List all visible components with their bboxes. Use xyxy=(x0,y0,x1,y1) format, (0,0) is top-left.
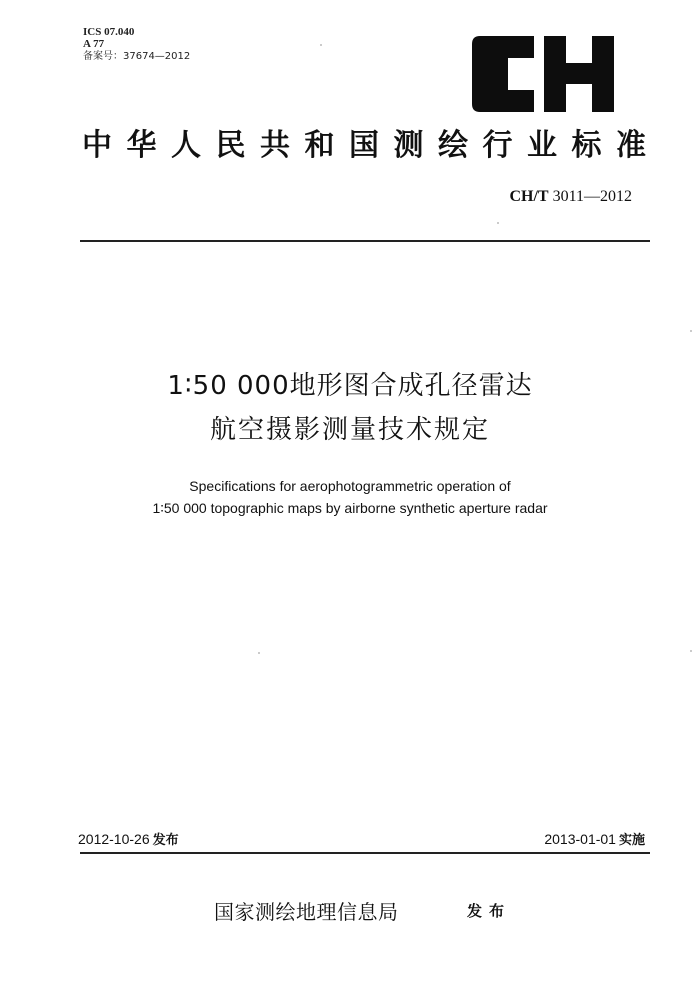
issue-date xyxy=(78,829,179,848)
effective-date-suffix: 实施 xyxy=(618,833,645,848)
top-divider xyxy=(80,240,650,242)
effective-date-value: 2013-01-01 xyxy=(544,831,616,847)
scan-speck xyxy=(258,652,260,654)
scan-speck xyxy=(690,330,692,332)
scan-speck xyxy=(497,222,499,224)
standard-prefix: CH/T xyxy=(509,188,549,205)
standard-number xyxy=(509,188,632,206)
ics-code: ICS 07.040 xyxy=(83,26,135,38)
scan-speck xyxy=(320,44,322,46)
scan-speck xyxy=(690,650,692,652)
issuer-name: 国家测绘地理信息局 xyxy=(214,900,399,924)
record-number: 备案号：37674—2012 xyxy=(83,51,191,62)
title-en-line1: Specifications for aerophotogrammetric operation of xyxy=(189,478,511,494)
classification-code: A 77 xyxy=(83,38,105,50)
title-zh-line2: 航空摄影测量技术规定 xyxy=(209,415,490,445)
bottom-divider xyxy=(80,852,650,854)
ch-logo xyxy=(472,36,614,112)
standard-code: 3011—2012 xyxy=(552,188,632,205)
issue-date-value: 2012-10-26 xyxy=(78,831,150,847)
ch-logo-letter-h xyxy=(544,36,614,112)
effective-date xyxy=(544,829,645,848)
title-en-line2: 1∶50 000 topographic maps by airborne synthetic aperture radar xyxy=(152,500,548,516)
issue-date-suffix: 发布 xyxy=(152,833,179,848)
org-title: 中华人民共和国测绘行业标准 xyxy=(82,128,661,163)
title-zh-line1: 1∶50 000地形图合成孔径雷达 xyxy=(167,371,533,401)
ch-logo-text: CH xyxy=(542,76,544,77)
ch-logo-letter-c xyxy=(472,36,534,112)
issuer-action: 发布 xyxy=(467,902,512,920)
